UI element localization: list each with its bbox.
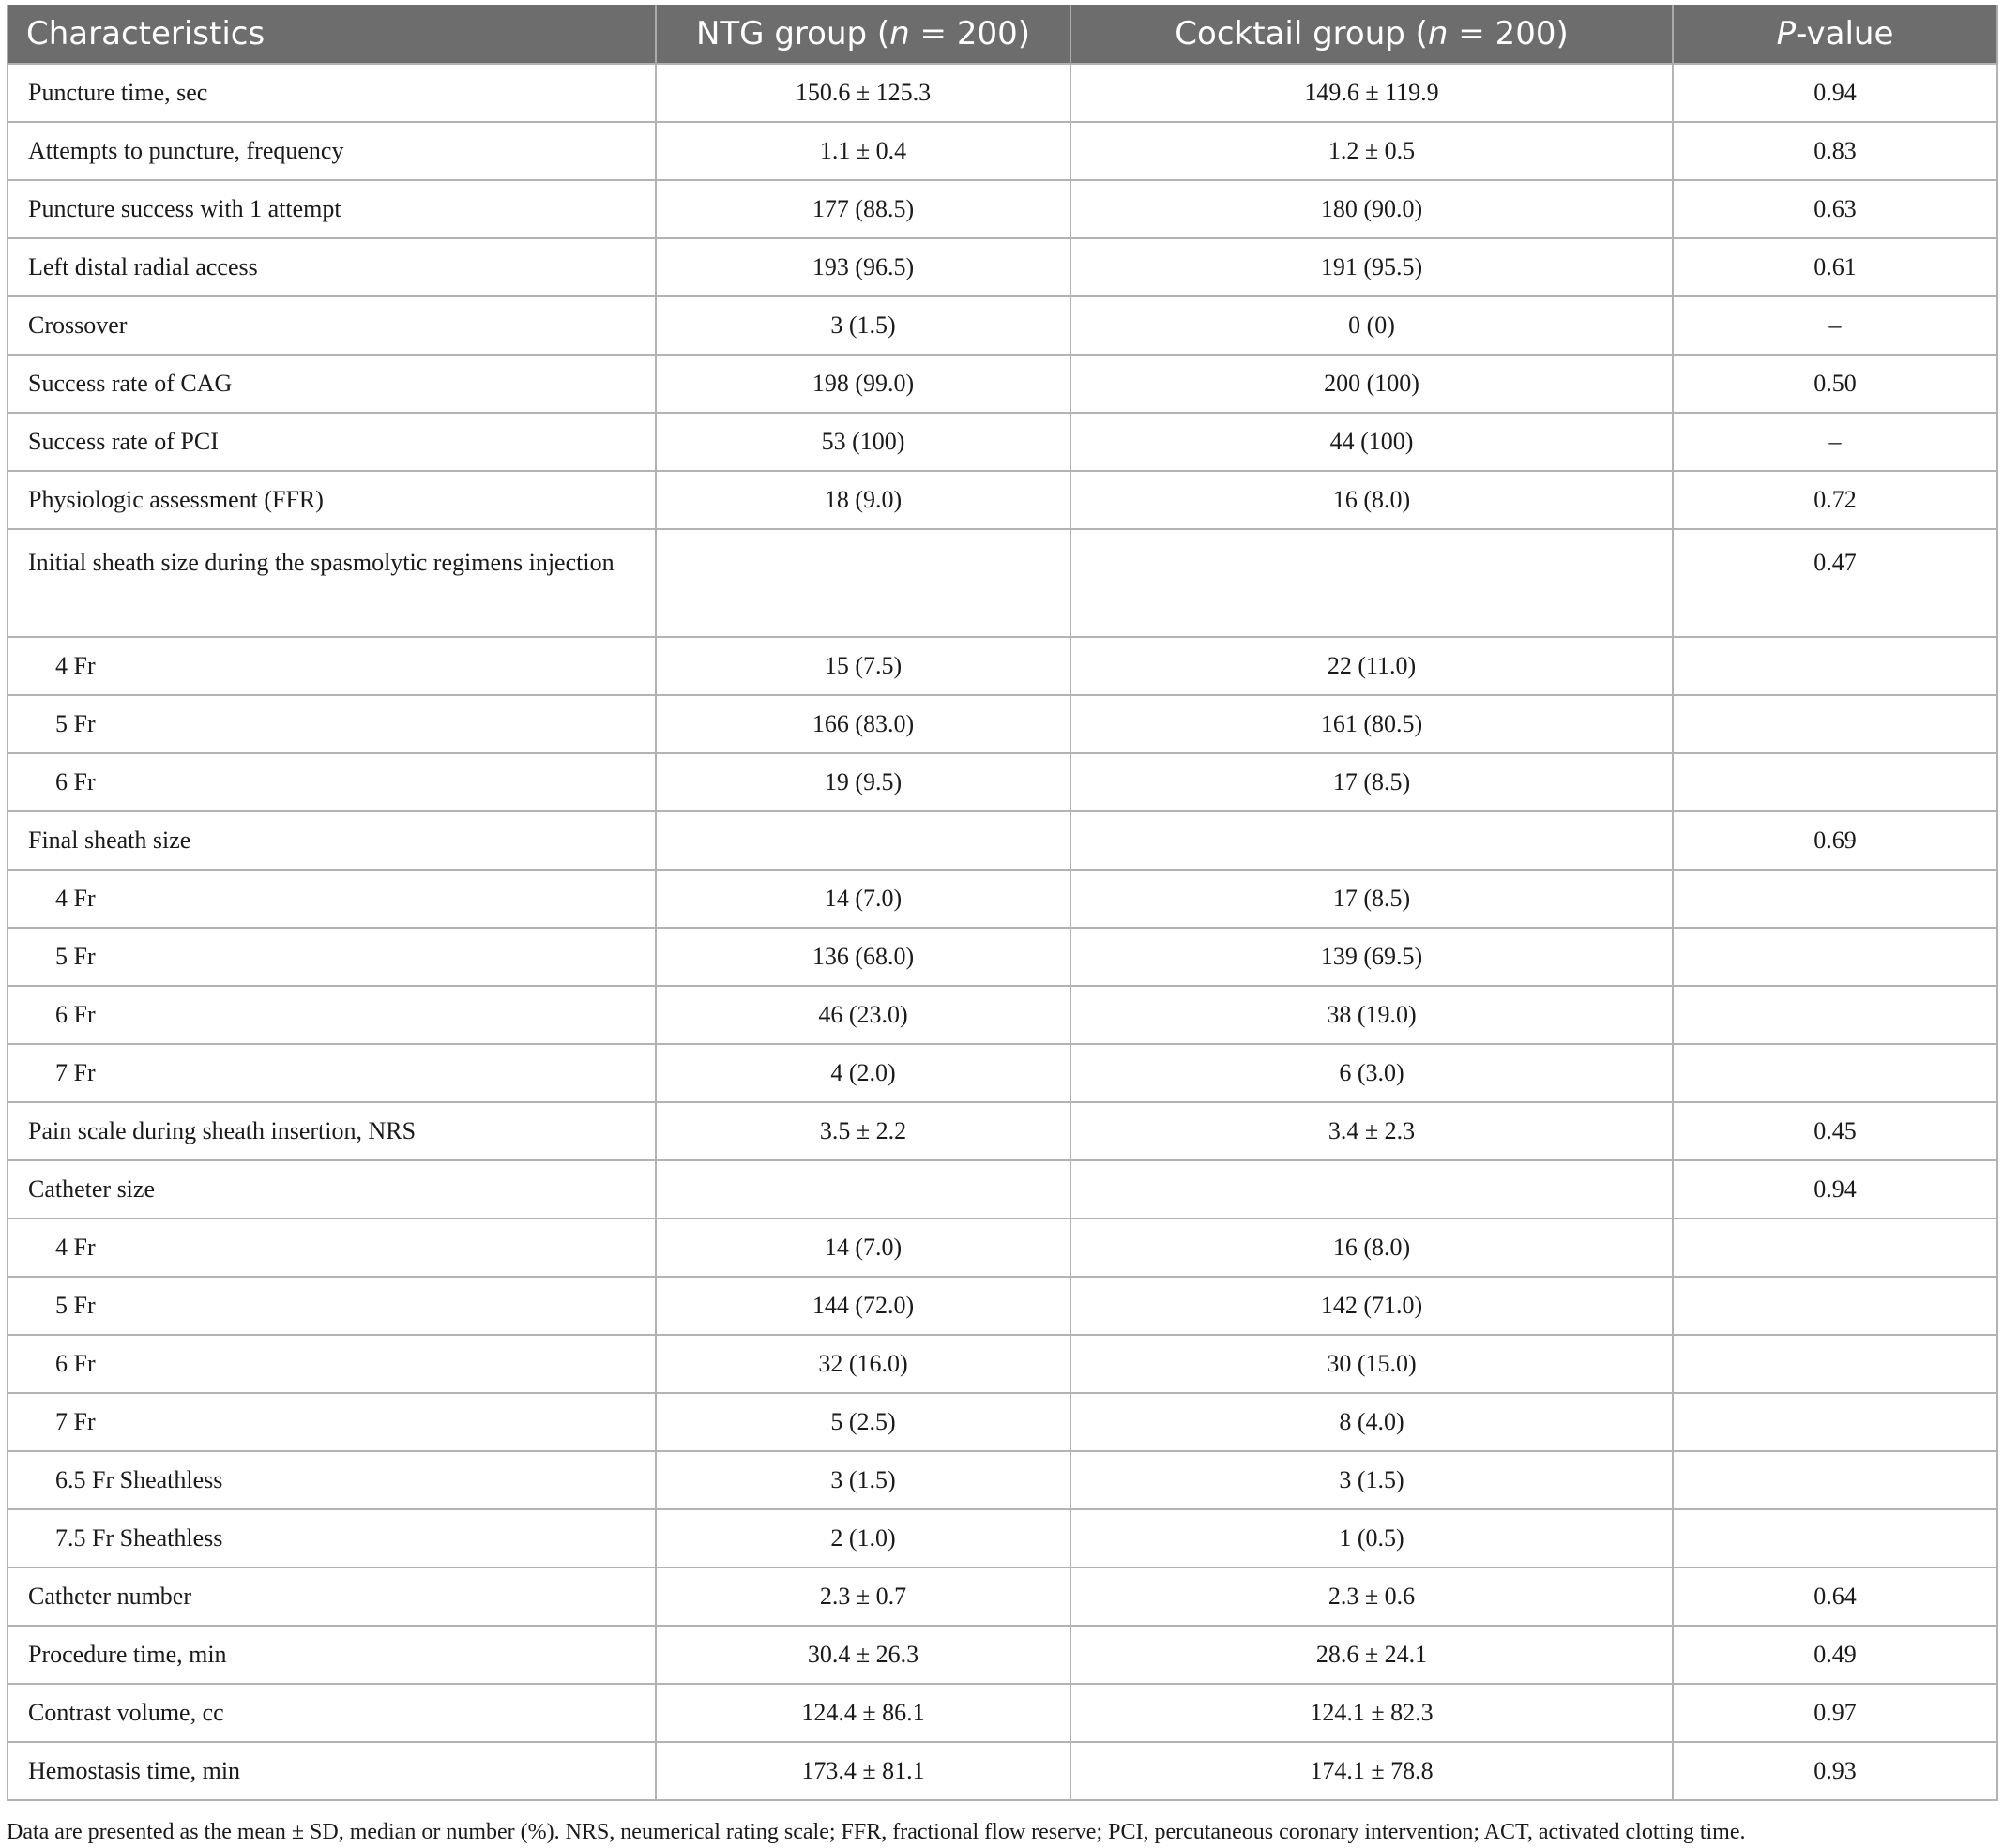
p-value-cell: 0.72 bbox=[1673, 471, 1997, 529]
table-row bbox=[8, 1102, 1997, 1160]
cocktail-value-cell: 6 (3.0) bbox=[1070, 1044, 1673, 1102]
cocktail-value-cell bbox=[1070, 529, 1673, 637]
row-label-cell: Left distal radial access bbox=[8, 238, 656, 296]
p-value-cell bbox=[1673, 1277, 1997, 1335]
ntg-value-cell: 3 (1.5) bbox=[656, 296, 1070, 355]
ntg-value-cell: 19 (9.5) bbox=[656, 753, 1070, 811]
cocktail-value-cell bbox=[1070, 811, 1673, 870]
ntg-value-cell bbox=[656, 811, 1070, 870]
table-row bbox=[8, 811, 1997, 870]
ntg-value-cell: 4 (2.0) bbox=[656, 1044, 1070, 1102]
p-value-cell: 0.49 bbox=[1673, 1626, 1997, 1684]
table-row bbox=[8, 1160, 1997, 1219]
table-row bbox=[8, 1684, 1997, 1742]
p-value-cell: – bbox=[1673, 413, 1997, 471]
table-row bbox=[8, 870, 1997, 928]
cocktail-value-cell: 180 (90.0) bbox=[1070, 180, 1673, 238]
p-value-cell: – bbox=[1673, 296, 1997, 355]
table-row bbox=[8, 637, 1997, 695]
results-table bbox=[7, 5, 1998, 1801]
table-row bbox=[8, 986, 1997, 1044]
cocktail-value-cell: 124.1 ± 82.3 bbox=[1070, 1684, 1673, 1742]
p-value-cell: 0.97 bbox=[1673, 1684, 1997, 1742]
ntg-value-cell: 144 (72.0) bbox=[656, 1277, 1070, 1335]
table-row bbox=[8, 1451, 1997, 1509]
table-row bbox=[8, 180, 1997, 238]
row-label-cell: 5 Fr bbox=[8, 928, 656, 986]
row-label-cell: 4 Fr bbox=[8, 1219, 656, 1277]
ntg-value-cell: 2 (1.0) bbox=[656, 1509, 1070, 1568]
p-value-cell: 0.83 bbox=[1673, 122, 1997, 180]
table-row bbox=[8, 1044, 1997, 1102]
cocktail-value-cell: 3.4 ± 2.3 bbox=[1070, 1102, 1673, 1160]
table-row bbox=[8, 753, 1997, 811]
table-row bbox=[8, 529, 1997, 637]
row-label-cell: Contrast volume, cc bbox=[8, 1684, 656, 1742]
p-value-cell bbox=[1673, 753, 1997, 811]
cocktail-value-cell: 17 (8.5) bbox=[1070, 870, 1673, 928]
ntg-value-cell: 53 (100) bbox=[656, 413, 1070, 471]
header-cocktail-group: Cocktail group (n = 200) bbox=[1070, 5, 1673, 64]
row-label-cell: 6 Fr bbox=[8, 986, 656, 1044]
ntg-value-cell bbox=[656, 529, 1070, 637]
row-label-cell: Pain scale during sheath insertion, NRS bbox=[8, 1102, 656, 1160]
cocktail-value-cell: 16 (8.0) bbox=[1070, 471, 1673, 529]
row-label-cell: 5 Fr bbox=[8, 695, 656, 753]
cocktail-value-cell: 1 (0.5) bbox=[1070, 1509, 1673, 1568]
ntg-value-cell: 14 (7.0) bbox=[656, 1219, 1070, 1277]
p-value-cell: 0.64 bbox=[1673, 1568, 1997, 1626]
table-header-row bbox=[8, 5, 1997, 64]
row-label-cell: Attempts to puncture, frequency bbox=[8, 122, 656, 180]
row-label-cell: 4 Fr bbox=[8, 637, 656, 695]
ntg-value-cell: 1.1 ± 0.4 bbox=[656, 122, 1070, 180]
ntg-value-cell: 18 (9.0) bbox=[656, 471, 1070, 529]
row-label-cell: Catheter number bbox=[8, 1568, 656, 1626]
row-label-cell: Puncture time, sec bbox=[8, 64, 656, 122]
ntg-value-cell: 30.4 ± 26.3 bbox=[656, 1626, 1070, 1684]
table-row bbox=[8, 1742, 1997, 1800]
table-row bbox=[8, 122, 1997, 180]
p-value-cell bbox=[1673, 928, 1997, 986]
table-row bbox=[8, 928, 1997, 986]
cocktail-value-cell: 0 (0) bbox=[1070, 296, 1673, 355]
ntg-value-cell: 2.3 ± 0.7 bbox=[656, 1568, 1070, 1626]
p-value-cell bbox=[1673, 1219, 1997, 1277]
p-value-cell: 0.63 bbox=[1673, 180, 1997, 238]
ntg-value-cell: 193 (96.5) bbox=[656, 238, 1070, 296]
table-row bbox=[8, 1509, 1997, 1568]
cocktail-value-cell: 1.2 ± 0.5 bbox=[1070, 122, 1673, 180]
cocktail-value-cell: 3 (1.5) bbox=[1070, 1451, 1673, 1509]
p-value-cell bbox=[1673, 870, 1997, 928]
cocktail-value-cell: 191 (95.5) bbox=[1070, 238, 1673, 296]
table-body bbox=[8, 64, 1997, 1800]
results-table-container bbox=[7, 5, 1996, 1801]
cocktail-value-cell: 44 (100) bbox=[1070, 413, 1673, 471]
p-value-cell: 0.94 bbox=[1673, 64, 1997, 122]
table-row bbox=[8, 413, 1997, 471]
ntg-value-cell: 150.6 ± 125.3 bbox=[656, 64, 1070, 122]
row-label-cell: Initial sheath size during the spasmolytic regimens injection bbox=[8, 529, 656, 637]
cocktail-value-cell: 174.1 ± 78.8 bbox=[1070, 1742, 1673, 1800]
p-value-cell: 0.61 bbox=[1673, 238, 1997, 296]
row-label-cell: Success rate of PCI bbox=[8, 413, 656, 471]
row-label-cell: 5 Fr bbox=[8, 1277, 656, 1335]
cocktail-value-cell: 28.6 ± 24.1 bbox=[1070, 1626, 1673, 1684]
ntg-value-cell: 136 (68.0) bbox=[656, 928, 1070, 986]
row-label-cell: 4 Fr bbox=[8, 870, 656, 928]
table-row bbox=[8, 64, 1997, 122]
row-label-cell: Physiologic assessment (FFR) bbox=[8, 471, 656, 529]
p-value-cell bbox=[1673, 1509, 1997, 1568]
row-label-cell: 7 Fr bbox=[8, 1044, 656, 1102]
cocktail-value-cell: 139 (69.5) bbox=[1070, 928, 1673, 986]
table-row bbox=[8, 238, 1997, 296]
ntg-value-cell: 3 (1.5) bbox=[656, 1451, 1070, 1509]
ntg-value-cell: 32 (16.0) bbox=[656, 1335, 1070, 1393]
p-value-cell: 0.50 bbox=[1673, 355, 1997, 413]
p-value-cell bbox=[1673, 637, 1997, 695]
p-value-cell bbox=[1673, 1451, 1997, 1509]
header-p-value: P-value bbox=[1673, 5, 1997, 64]
row-label-cell: Catheter size bbox=[8, 1160, 656, 1219]
row-label-cell: 6 Fr bbox=[8, 1335, 656, 1393]
ntg-value-cell bbox=[656, 1160, 1070, 1219]
cocktail-value-cell: 38 (19.0) bbox=[1070, 986, 1673, 1044]
cocktail-value-cell bbox=[1070, 1160, 1673, 1219]
table-row bbox=[8, 1568, 1997, 1626]
row-label-cell: 6 Fr bbox=[8, 753, 656, 811]
table-row bbox=[8, 296, 1997, 355]
ntg-value-cell: 177 (88.5) bbox=[656, 180, 1070, 238]
ntg-value-cell: 166 (83.0) bbox=[656, 695, 1070, 753]
cocktail-value-cell: 142 (71.0) bbox=[1070, 1277, 1673, 1335]
cocktail-value-cell: 16 (8.0) bbox=[1070, 1219, 1673, 1277]
table-row bbox=[8, 471, 1997, 529]
cocktail-value-cell: 2.3 ± 0.6 bbox=[1070, 1568, 1673, 1626]
row-label-cell: Puncture success with 1 attempt bbox=[8, 180, 656, 238]
p-value-cell bbox=[1673, 1393, 1997, 1451]
row-label-cell: 6.5 Fr Sheathless bbox=[8, 1451, 656, 1509]
row-label-cell: Procedure time, min bbox=[8, 1626, 656, 1684]
cocktail-value-cell: 30 (15.0) bbox=[1070, 1335, 1673, 1393]
p-value-cell: 0.93 bbox=[1673, 1742, 1997, 1800]
ntg-value-cell: 46 (23.0) bbox=[656, 986, 1070, 1044]
row-label-cell: 7 Fr bbox=[8, 1393, 656, 1451]
p-value-cell: 0.47 bbox=[1673, 529, 1997, 637]
cocktail-value-cell: 200 (100) bbox=[1070, 355, 1673, 413]
ntg-value-cell: 5 (2.5) bbox=[656, 1393, 1070, 1451]
p-value-cell: 0.94 bbox=[1673, 1160, 1997, 1219]
table-row bbox=[8, 695, 1997, 753]
row-label-cell: Crossover bbox=[8, 296, 656, 355]
table-row bbox=[8, 355, 1997, 413]
p-value-cell: 0.45 bbox=[1673, 1102, 1997, 1160]
p-value-cell: 0.69 bbox=[1673, 811, 1997, 870]
row-label-cell: Final sheath size bbox=[8, 811, 656, 870]
table-row bbox=[8, 1277, 1997, 1335]
header-characteristics: Characteristics bbox=[8, 5, 656, 64]
header-ntg-group: NTG group (n = 200) bbox=[656, 5, 1070, 64]
cocktail-value-cell: 149.6 ± 119.9 bbox=[1070, 64, 1673, 122]
table-row bbox=[8, 1393, 1997, 1451]
ntg-value-cell: 124.4 ± 86.1 bbox=[656, 1684, 1070, 1742]
cocktail-value-cell: 22 (11.0) bbox=[1070, 637, 1673, 695]
cocktail-value-cell: 8 (4.0) bbox=[1070, 1393, 1673, 1451]
cocktail-value-cell: 17 (8.5) bbox=[1070, 753, 1673, 811]
table-row bbox=[8, 1219, 1997, 1277]
ntg-value-cell: 15 (7.5) bbox=[656, 637, 1070, 695]
row-label-cell: Hemostasis time, min bbox=[8, 1742, 656, 1800]
p-value-cell bbox=[1673, 986, 1997, 1044]
row-label-cell: 7.5 Fr Sheathless bbox=[8, 1509, 656, 1568]
p-value-cell bbox=[1673, 1044, 1997, 1102]
ntg-value-cell: 173.4 ± 81.1 bbox=[656, 1742, 1070, 1800]
ntg-value-cell: 198 (99.0) bbox=[656, 355, 1070, 413]
ntg-value-cell: 3.5 ± 2.2 bbox=[656, 1102, 1070, 1160]
p-value-cell bbox=[1673, 695, 1997, 753]
row-label-cell: Success rate of CAG bbox=[8, 355, 656, 413]
p-value-cell bbox=[1673, 1335, 1997, 1393]
table-footnote: Data are presented as the mean ± SD, median or number (%). NRS, neumerical rating scale; FFR, fractional flow reserve; PCI, percutaneous coronary intervention; ACT, activated clotting time. bbox=[7, 1820, 1746, 1844]
table-row bbox=[8, 1335, 1997, 1393]
table-row bbox=[8, 1626, 1997, 1684]
cocktail-value-cell: 161 (80.5) bbox=[1070, 695, 1673, 753]
ntg-value-cell: 14 (7.0) bbox=[656, 870, 1070, 928]
